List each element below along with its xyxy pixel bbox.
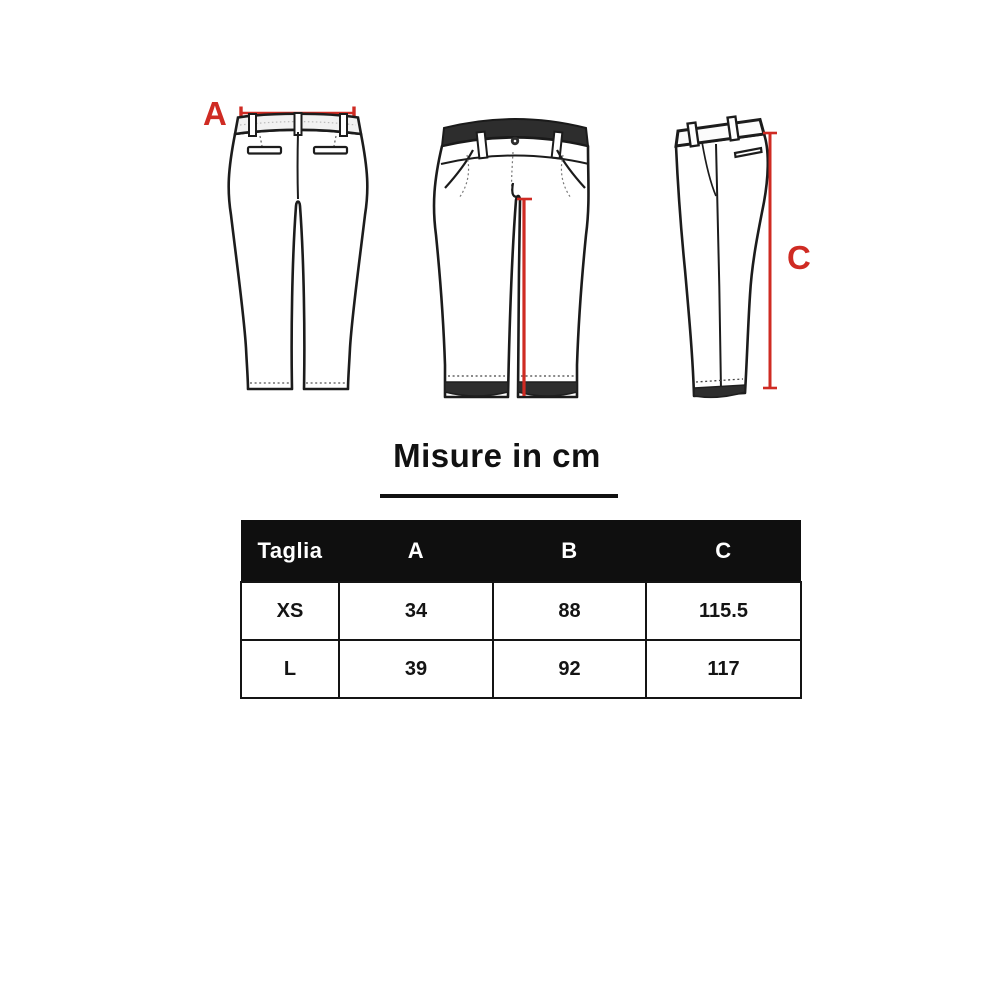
size-row-xs [241,582,801,640]
header-a: A [339,520,493,582]
pants-side-view-drawing [650,100,830,420]
size-table-title: Misure in cm [393,437,601,474]
cell-a: 39 [339,640,493,698]
cell-a: 34 [339,582,493,640]
size-table [240,520,802,699]
front-hems [445,382,577,396]
pants-front-view-drawing [425,95,615,415]
measure-label-c: C [787,239,811,276]
cell-size: XS [241,582,339,640]
cell-c: 115.5 [646,582,801,640]
cell-b: 92 [493,640,646,698]
title-underline [380,494,618,498]
pants-back-view-drawing [200,90,390,410]
pants-side-body [676,134,768,396]
header-c: C [646,520,801,582]
measure-label-a: A [203,95,227,132]
cell-c: 117 [646,640,801,698]
header-b: B [493,520,646,582]
header-taglia: Taglia [241,520,339,582]
cell-b: 88 [493,582,646,640]
cell-size: L [241,640,339,698]
size-row-l [241,640,801,698]
side-hem [694,385,745,397]
size-table-header-row [241,520,801,582]
